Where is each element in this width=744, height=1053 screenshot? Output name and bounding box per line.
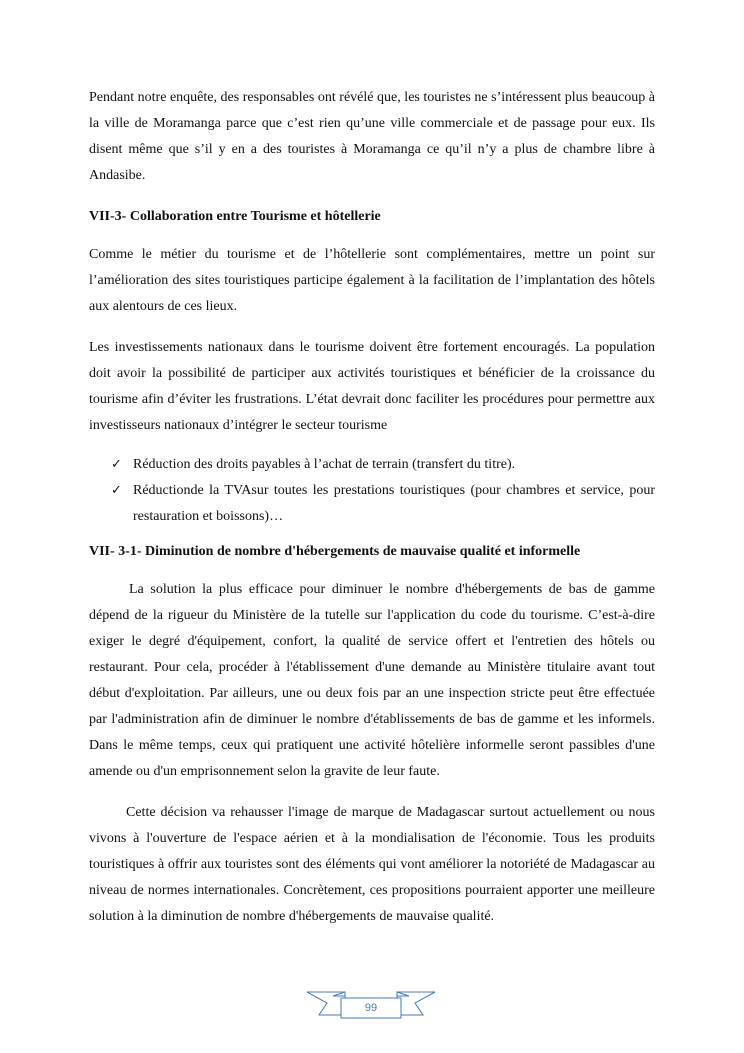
paragraph-moramanga: Pendant notre enquête, des responsables ont révélé que, les touristes ne s’intéressent plus beaucoup à la ville de Moramanga parce que c’est rien qu’une ville commerciale et de passage pour eux. Ils disent même que s’il y en a des touristes à Moramanga ce qu’il n’y a plus de chambre libre à Andasibe. xyxy=(89,90,655,183)
paragraph-complementarity: Comme le métier du tourisme et de l’hôtellerie sont complémentaires, mettre un point sur l’amélioration des sites touristiques participe également à la facilitation de l’implantation des hôtels aux alentours de ces lieux. xyxy=(89,247,655,314)
section-heading-diminution: VII- 3-1- Diminution de nombre d'hébergements de mauvaise qualité et informelle xyxy=(89,544,581,559)
list-item-text: Réduction des droits payables à l’achat de terrain (transfert du titre). xyxy=(133,457,516,472)
section-heading-collaboration: VII-3- Collaboration entre Tourisme et hôtellerie xyxy=(89,209,381,224)
page-number: 99 xyxy=(364,1002,378,1014)
paragraph-solution: La solution la plus efficace pour diminuer le nombre d'hébergements de bas de gamme dépend de la rigueur du Ministère de la tutelle sur l'application du code du tourisme. C’est-à-dire exiger le degré d'équipement, confort, la qualité de service offert et l'entretien des hôtels ou restaurant. Pour cela, procéder à l'établissement d'une demande au Ministère titulaire avant tout début d'exploitation. Par ailleurs, une ou deux fois par an une inspection stricte peut être effectuée par l'administration afin de diminuer le nombre d'établissements de bas de gamme et les informels. Dans le même temps, ceux qui pratiquent une activité hôtelière informelle seront passibles d'une amende ou d'un emprisonnement selon la gravite de leur faute. xyxy=(89,582,655,779)
checkmark-icon: ✓ xyxy=(111,483,122,498)
list-item xyxy=(111,478,655,530)
document-body xyxy=(89,85,655,945)
list-item-text: Réductionde la TVAsur toutes les prestations touristiques (pour chambres et service, pour restauration et boissons)… xyxy=(133,483,655,524)
page-number-ribbon xyxy=(305,989,437,1027)
paragraph-decision: Cette décision va rehausser l'image de marque de Madagascar surtout actuellement ou nous vivons à l'ouverture de l'espace aérien et à la mondialisation de l'économie. Tous les produits touristiques à offrir aux touristes sont des éléments qui vont améliorer la notoriété de Madagascar au niveau de normes internationales. Concrètement, ces propositions pourraient apporter une meilleure solution à la diminution de nombre d'hébergements de mauvaise qualité. xyxy=(89,805,655,924)
measures-list xyxy=(89,452,655,530)
list-item xyxy=(111,452,655,478)
checkmark-icon: ✓ xyxy=(111,457,122,472)
paragraph-investments: Les investissements nationaux dans le tourisme doivent être fortement encouragés. La population doit avoir la possibilité de participer aux activités touristiques et bénéficier de la croissance du tourisme afin d’éviter les frustrations. L’état devrait donc faciliter les procédures pour permettre aux investisseurs nationaux d’intégrer le secteur tourisme xyxy=(89,340,655,433)
